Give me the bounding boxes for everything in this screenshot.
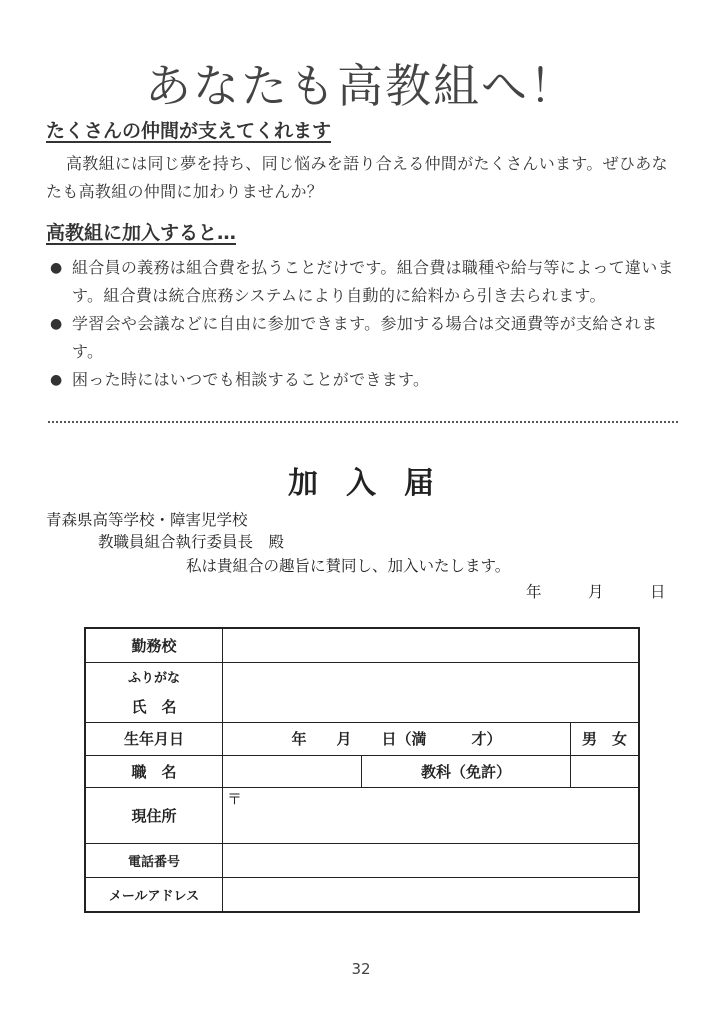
cut-line-divider [48, 421, 678, 423]
date-line: 年 月 日 [526, 583, 666, 601]
section-heading-support: たくさんの仲間が支えてくれます [46, 120, 332, 142]
subject-field[interactable] [571, 755, 639, 787]
table-row [85, 878, 639, 912]
birthdate-label: 生年月日 [85, 722, 223, 755]
address-label: 現住所 [85, 788, 223, 844]
intro-paragraph: 高教組には同じ夢を持ち、同じ悩みを語り合える仲間がたくさんいます。ぜひあなたも高教組の仲間に加わりませんか？ [46, 154, 668, 201]
table-row [85, 722, 639, 755]
email-label: メールアドレス [85, 878, 223, 912]
name-label-cell [85, 662, 223, 722]
bullet-text: 学習会や会議などに自由に参加できます。参加する場合は交通費等が支給されます。 [72, 314, 658, 361]
addressee-line2: 教職員組合執行委員長 殿 [98, 533, 285, 551]
bullet-icon: ● [50, 260, 63, 276]
list-item [48, 254, 680, 310]
birthdate-field[interactable]: 年 月 日（満 才） [223, 722, 571, 755]
name-label: 氏 名 [131, 697, 177, 716]
table-row [85, 844, 639, 878]
phone-label: 電話番号 [85, 844, 223, 878]
table-row [85, 755, 639, 787]
bullet-icon: ● [50, 372, 63, 388]
postal-mark-icon: 〒 [227, 790, 243, 809]
list-item [48, 310, 680, 366]
furigana-label: ふりがな [127, 670, 180, 686]
addressee-line1: 青森県高等学校・障害児学校 [46, 511, 248, 529]
page-number: 32 [351, 960, 371, 978]
membership-form-table [84, 627, 640, 913]
address-field[interactable] [223, 788, 640, 844]
table-row [85, 788, 639, 844]
page-title: あなたも高教組へ！ [145, 59, 577, 113]
benefits-list [48, 254, 680, 394]
statement: 私は貴組合の趣旨に賛同し、加入いたします。 [186, 557, 511, 575]
form-title: 加入届 [288, 466, 462, 501]
position-field[interactable] [223, 755, 362, 787]
table-row [85, 662, 639, 722]
name-field[interactable] [223, 662, 640, 722]
subject-label: 教科（免許） [362, 755, 571, 787]
email-field[interactable] [223, 878, 640, 912]
gender-field[interactable]: 男 女 [571, 722, 639, 755]
bullet-text: 組合員の義務は組合費を払うことだけです。組合費は職種や給与等によって違います。組合費は統合庶務システムにより自動的に給料から引き去られます。 [72, 258, 674, 305]
bullet-text: 困った時にはいつでも相談することができます。 [72, 370, 430, 389]
position-label: 職 名 [85, 755, 223, 787]
bullet-icon: ● [50, 316, 63, 332]
table-row [85, 628, 639, 662]
list-item [48, 366, 680, 394]
phone-field[interactable] [223, 844, 640, 878]
section-heading-benefits: 高教組に加入すると… [46, 222, 237, 244]
school-field[interactable] [223, 628, 640, 662]
school-label: 勤務校 [85, 628, 223, 662]
